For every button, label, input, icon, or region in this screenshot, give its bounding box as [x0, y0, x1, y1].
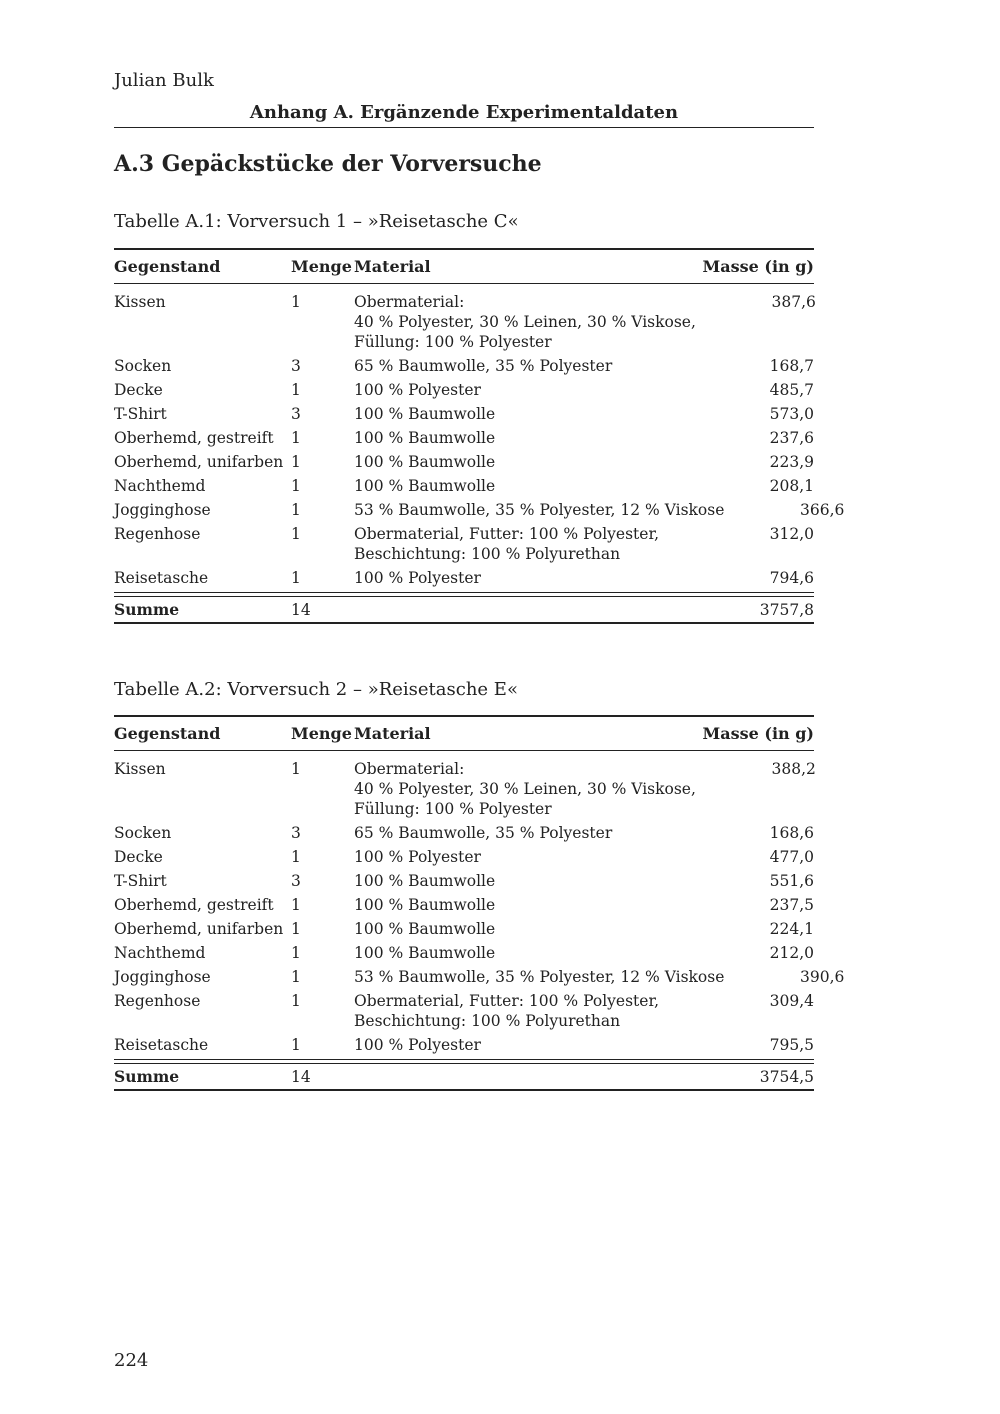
cell-item: Reisetasche: [114, 1036, 209, 1054]
sum-qty: 14: [291, 1067, 311, 1086]
cell-material: [354, 380, 694, 400]
table-sum-row: [114, 597, 814, 622]
table-row: [114, 943, 814, 963]
table-row: [114, 871, 814, 891]
running-header-author: Julian Bulk: [114, 70, 214, 91]
cell-item: Oberhemd, gestreift: [114, 896, 274, 914]
cell-qty: 1: [291, 293, 301, 311]
col-header-item: Gegenstand: [114, 257, 221, 276]
running-header-chapter: Anhang A. Ergänzende Experimentaldaten: [249, 102, 679, 123]
material-line: 100 % Baumwolle: [354, 429, 496, 447]
material-line: Füllung: 100 % Polyester: [354, 333, 552, 351]
table-body: [114, 751, 845, 1055]
col-header-mass: Masse (in g): [702, 257, 814, 276]
table-row: [114, 404, 814, 424]
cell-qty: 1: [291, 920, 301, 938]
cell-qty: 1: [291, 453, 301, 471]
table-row: [114, 428, 814, 448]
material-line: Beschichtung: 100 % Polyurethan: [354, 545, 621, 563]
cell-qty: 1: [291, 992, 301, 1010]
col-header-material: Material: [354, 257, 431, 276]
cell-material: [354, 847, 694, 867]
cell-item: T-Shirt: [114, 872, 167, 890]
material-line: 100 % Baumwolle: [354, 477, 496, 495]
table-row: [114, 476, 814, 496]
material-line: 100 % Polyester: [354, 381, 481, 399]
table-row: [114, 292, 814, 352]
cell-qty: 1: [291, 501, 301, 519]
col-header-mass: Masse (in g): [702, 724, 814, 743]
cell-item: T-Shirt: [114, 405, 167, 423]
table-row: [114, 895, 814, 915]
cell-qty: 1: [291, 944, 301, 962]
cell-item: Socken: [114, 824, 172, 842]
sum-mass: 3757,8: [759, 600, 814, 619]
cell-qty: 3: [291, 357, 301, 375]
cell-material: [354, 428, 694, 448]
cell-material: [354, 356, 694, 376]
material-line: 40 % Polyester, 30 % Leinen, 30 % Viskose,: [354, 313, 696, 331]
cell-item: Jogginghose: [114, 501, 211, 519]
table-bottom-rule: [114, 622, 814, 624]
table-1: [114, 248, 845, 624]
cell-mass: 168,6: [769, 824, 814, 842]
cell-item: Kissen: [114, 293, 166, 311]
cell-material: [354, 452, 694, 472]
material-line: 100 % Baumwolle: [354, 405, 496, 423]
cell-item: Decke: [114, 848, 163, 866]
cell-mass: 388,2: [771, 760, 816, 778]
material-line: Beschichtung: 100 % Polyurethan: [354, 1012, 621, 1030]
cell-material: [354, 823, 694, 843]
material-line: Füllung: 100 % Polyester: [354, 800, 552, 818]
material-line: 53 % Baumwolle, 35 % Polyester, 12 % Viskose: [354, 968, 725, 986]
cell-material: [354, 404, 694, 424]
material-line: 100 % Baumwolle: [354, 896, 496, 914]
cell-item: Nachthemd: [114, 477, 206, 495]
table-row: [114, 759, 814, 819]
material-line: 65 % Baumwolle, 35 % Polyester: [354, 824, 613, 842]
cell-mass: 168,7: [769, 357, 814, 375]
cell-material: [354, 919, 694, 939]
cell-qty: 1: [291, 848, 301, 866]
material-line: 100 % Baumwolle: [354, 920, 496, 938]
col-header-qty: Menge: [291, 724, 352, 743]
table-row: [114, 524, 814, 564]
cell-item: Regenhose: [114, 992, 201, 1010]
cell-item: Oberhemd, unifarben: [114, 453, 284, 471]
cell-mass: 477,0: [769, 848, 814, 866]
cell-mass: 237,5: [769, 896, 814, 914]
cell-material: [354, 895, 694, 915]
cell-material: [354, 500, 724, 520]
cell-material: [354, 967, 724, 987]
cell-material: [354, 1035, 694, 1055]
cell-qty: 3: [291, 824, 301, 842]
cell-material: [354, 871, 694, 891]
page-number: 224: [114, 1350, 149, 1371]
table-row: [114, 500, 845, 520]
material-line: 40 % Polyester, 30 % Leinen, 30 % Viskose,: [354, 780, 696, 798]
cell-item: Nachthemd: [114, 944, 206, 962]
cell-item: Kissen: [114, 760, 166, 778]
material-line: 100 % Polyester: [354, 1036, 481, 1054]
cell-mass: 551,6: [769, 872, 814, 890]
material-line: Obermaterial, Futter: 100 % Polyester,: [354, 525, 660, 543]
cell-item: Regenhose: [114, 525, 201, 543]
cell-qty: 1: [291, 525, 301, 543]
material-line: Obermaterial:: [354, 760, 465, 778]
cell-qty: 1: [291, 381, 301, 399]
table-caption-1: Tabelle A.1: Vorversuch 1 – »Reisetasche C«: [114, 211, 519, 232]
header-rule: [114, 127, 814, 128]
material-line: 100 % Polyester: [354, 848, 481, 866]
cell-qty: 3: [291, 872, 301, 890]
sum-mass: 3754,5: [759, 1067, 814, 1086]
table-bottom-rule: [114, 1089, 814, 1091]
material-line: Obermaterial, Futter: 100 % Polyester,: [354, 992, 660, 1010]
table-row: [114, 568, 814, 588]
cell-item: Socken: [114, 357, 172, 375]
cell-qty: 1: [291, 760, 301, 778]
table-row: [114, 380, 814, 400]
cell-mass: 309,4: [769, 992, 814, 1010]
cell-material: [354, 759, 696, 819]
cell-qty: 1: [291, 968, 301, 986]
section-title: A.3 Gepäckstücke der Vorversuche: [114, 151, 542, 177]
table-row: [114, 967, 845, 987]
cell-material: [354, 476, 694, 496]
sum-qty: 14: [291, 600, 311, 619]
table-header: [114, 250, 814, 283]
material-line: Obermaterial:: [354, 293, 465, 311]
cell-mass: 387,6: [771, 293, 816, 311]
cell-qty: 1: [291, 477, 301, 495]
material-line: 100 % Baumwolle: [354, 453, 496, 471]
table-caption-2: Tabelle A.2: Vorversuch 2 – »Reisetasche E«: [114, 679, 518, 700]
cell-material: [354, 943, 694, 963]
cell-item: Oberhemd, gestreift: [114, 429, 274, 447]
table-row: [114, 356, 814, 376]
table-header: [114, 717, 814, 750]
cell-mass: 366,6: [800, 501, 845, 519]
cell-qty: 3: [291, 405, 301, 423]
cell-material: [354, 292, 696, 352]
sum-label: Summe: [114, 1066, 180, 1086]
material-line: 100 % Baumwolle: [354, 944, 496, 962]
col-header-item: Gegenstand: [114, 724, 221, 743]
cell-material: [354, 991, 694, 1031]
cell-qty: 1: [291, 1036, 301, 1054]
cell-mass: 573,0: [769, 405, 814, 423]
cell-mass: 312,0: [769, 525, 814, 543]
cell-mass: 795,5: [769, 1036, 814, 1054]
table-body: [114, 284, 845, 588]
cell-mass: 224,1: [769, 920, 814, 938]
cell-item: Jogginghose: [114, 968, 211, 986]
cell-mass: 485,7: [769, 381, 814, 399]
cell-item: Reisetasche: [114, 569, 209, 587]
table-row: [114, 452, 814, 472]
material-line: 65 % Baumwolle, 35 % Polyester: [354, 357, 613, 375]
cell-item: Decke: [114, 381, 163, 399]
col-header-qty: Menge: [291, 257, 352, 276]
cell-mass: 237,6: [769, 429, 814, 447]
col-header-material: Material: [354, 724, 431, 743]
table-row: [114, 991, 814, 1031]
cell-qty: 1: [291, 569, 301, 587]
table-row: [114, 847, 814, 867]
material-line: 100 % Polyester: [354, 569, 481, 587]
cell-mass: 212,0: [769, 944, 814, 962]
cell-mass: 208,1: [769, 477, 814, 495]
cell-material: [354, 568, 694, 588]
cell-qty: 1: [291, 896, 301, 914]
material-line: 100 % Baumwolle: [354, 872, 496, 890]
material-line: 53 % Baumwolle, 35 % Polyester, 12 % Viskose: [354, 501, 725, 519]
cell-mass: 223,9: [769, 453, 814, 471]
table-row: [114, 919, 814, 939]
cell-item: Oberhemd, unifarben: [114, 920, 284, 938]
cell-mass: 794,6: [769, 569, 814, 587]
table-sum-row: [114, 1064, 814, 1089]
table-row: [114, 823, 814, 843]
cell-mass: 390,6: [800, 968, 845, 986]
sum-label: Summe: [114, 599, 180, 619]
table-2: [114, 715, 845, 1091]
cell-qty: 1: [291, 429, 301, 447]
table-row: [114, 1035, 814, 1055]
cell-material: [354, 524, 694, 564]
